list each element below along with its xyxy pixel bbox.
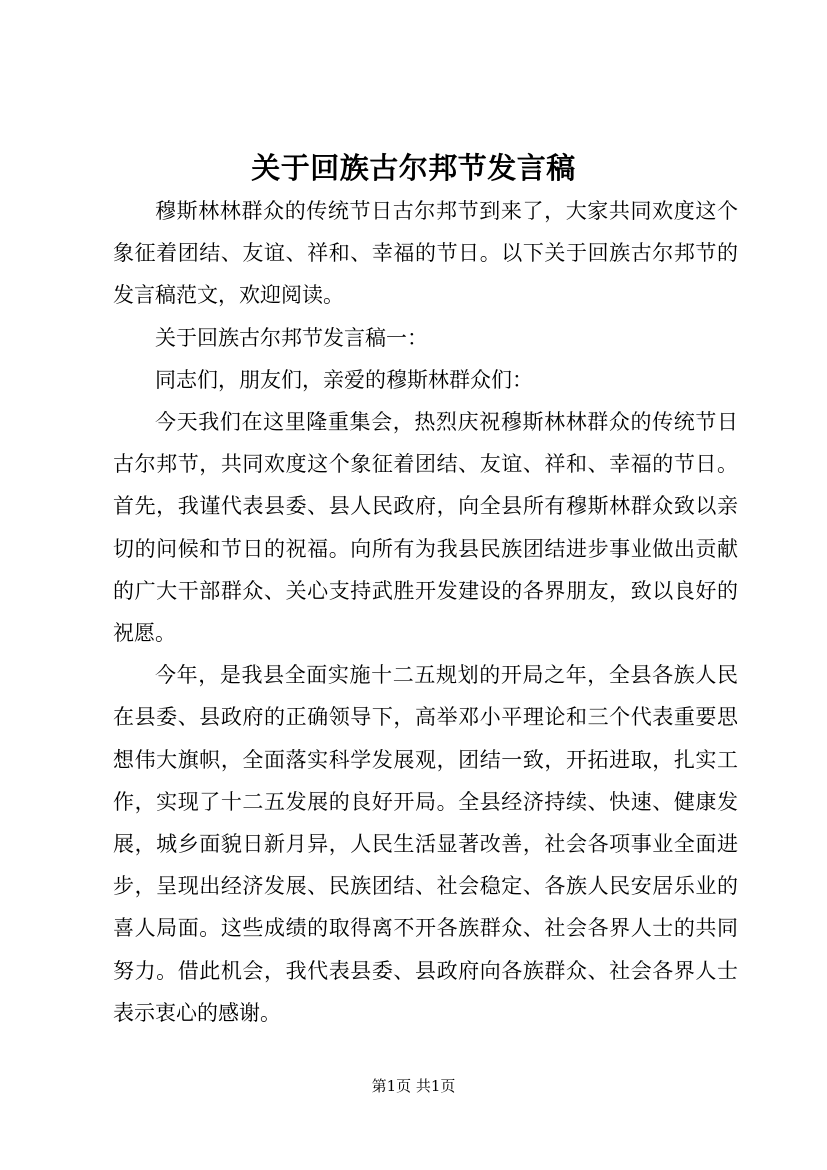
paragraph-intro: 穆斯林林群众的传统节日古尔邦节到来了，大家共同欢度这个象征着团结、友谊、祥和、幸福的节日。以下关于回族古尔邦节的发言稿范文，欢迎阅读。 bbox=[113, 199, 738, 308]
document-body bbox=[113, 190, 738, 1034]
page-title: 关于回族古尔邦节发言稿 bbox=[251, 151, 576, 185]
paragraph-salutation: 同志们，朋友们，亲爱的穆斯林群众们： bbox=[155, 367, 533, 392]
paragraph-achievements: 今年，是我县全面实施十二五规划的开局之年，全县各族人民在县委、县政府的正确领导下，高举邓小平理论和三个代表重要思想伟大旗帜，全面落实科学发展观，团结一致，开拓进取，扎实工作，实现了十二五发展的良好开局。全县经济持续、快速、健康发展，城乡面貌日新月异，人民生活显著改善，社会各项事业全面进步，呈现出经济发展、民族团结、社会稳定、各族人民安居乐业的喜人局面。这些成绩的取得离不开各族群众、社会各界人士的共同努力。借此机会，我代表县委、县政府向各族群众、社会各界人士表示衷心的感谢。 bbox=[113, 663, 738, 1025]
paragraph-heading: 关于回族古尔邦节发言稿一： bbox=[155, 325, 428, 350]
paragraph-greeting: 今天我们在这里隆重集会，热烈庆祝穆斯林林群众的传统节日古尔邦节，共同欢度这个象征着团结、友谊、祥和、幸福的节日。首先，我谨代表县委、县人民政府，向全县所有穆斯林群众致以亲切的问候和节日的祝福。向所有为我县民族团结进步事业做出贡献的广大干部群众、关心支持武胜开发建设的各界朋友，致以良好的祝愿。 bbox=[113, 410, 738, 646]
page-footer: 第1页 共1页 bbox=[371, 1077, 456, 1095]
